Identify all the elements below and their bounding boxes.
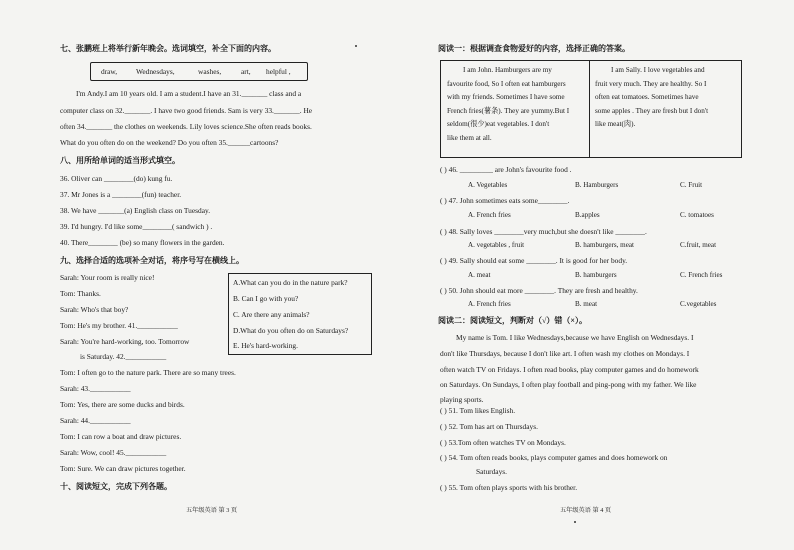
question-47: ( ) 47. John sometimes eats some________. [440, 196, 570, 205]
question-39: 39. I'd hungry. I'd like some________( sandwich ) . [60, 222, 213, 231]
question-46: ( ) 46. _________ are John's favourite food . [440, 165, 572, 174]
word-bank [90, 62, 308, 81]
dialogue-line: Tom: I can row a boat and draw pictures. [60, 432, 182, 441]
option-a: A.What can you do in the nature park? [233, 278, 348, 287]
option: C. Fruit [680, 181, 703, 189]
question-38: 38. We have _______(a) English class on Tuesday. [60, 206, 211, 215]
word-bank-item: Wednesdays, [136, 67, 175, 76]
john-line: seldom(很少)eat vegetables. I don't [447, 120, 550, 129]
option: B. meat [575, 300, 598, 308]
question-48: ( ) 48. Sally loves ________very much,but she doesn't like ________. [440, 227, 647, 236]
question-49: ( ) 49. Sally should eat some ________. It is good for her body. [440, 256, 628, 265]
passage-line: playing sports. [440, 395, 484, 404]
question-52: ( ) 52. Tom has art on Thursdays. [440, 422, 538, 431]
john-text [447, 64, 587, 146]
dialogue-line: Sarah: You're hard-working, too. Tomorrow [60, 337, 190, 346]
word-bank-item: washes, [198, 67, 222, 76]
option: B. hamburgers, meat [575, 241, 634, 249]
question-55: ( ) 55. Tom often plays sports with his brother. [440, 483, 578, 492]
option: C.fruit, meat [680, 241, 717, 249]
dialogue-line: Tom: Yes, there are some ducks and birds. [60, 400, 185, 409]
question-53: ( ) 53.Tom often watches TV on Mondays. [440, 438, 566, 447]
option: C. tomatoes [680, 211, 714, 219]
dialogue-line: Tom: I often go to the nature park. There are so many trees. [60, 368, 236, 377]
page-footer-right: 五年级英语 第 4 页 [560, 507, 612, 514]
section7-title: 七、张鹏班上将举行新年晚会。选词填空，补全下面的内容。 [60, 44, 276, 53]
passage-line: often 34._______ the clothes on weekends. Lily loves science.She often reads books. [60, 122, 312, 131]
reading1-title: 阅读一：根据调查食物爱好的内容，选择正确的答案。 [438, 44, 630, 53]
option: B. Hamburgers [575, 181, 619, 189]
dialogue-line: Sarah: Your room is really nice! [60, 273, 155, 282]
word-bank-item: helpful , [266, 67, 291, 76]
question-37: 37. Mr Jones is a ________(fun) teacher. [60, 190, 182, 199]
dialogue-line: Sarah: Who's that boy? [60, 305, 129, 314]
table-divider [589, 61, 590, 157]
option: C.vegetables [680, 300, 717, 308]
survey-table [440, 60, 742, 158]
option: A. French fries [468, 300, 511, 308]
passage-line: I'm Andy.I am 10 years old. I am a student.I have an 31._______ class and a [76, 89, 302, 98]
question-54: ( ) 54. Tom often reads books, plays computer games and does homework on [440, 453, 668, 462]
passage-line: don't like Thursdays, because I don't like art. I often wash my clothes on Mondays. I [440, 349, 690, 358]
john-line: like them at all. [447, 133, 492, 142]
word-bank-item: art, [241, 67, 251, 76]
sally-line: fruit very much. They are healthy. So I [595, 79, 707, 88]
john-line: with my friends. Sometimes I have some [447, 93, 565, 102]
option-e: E. He's hard-working. [233, 341, 298, 350]
option: A. French fries [468, 211, 511, 219]
sally-line: often eat tomatoes. Sometimes have [595, 93, 699, 102]
question-36: 36. Oliver can ________(do) kung fu. [60, 174, 173, 183]
dialogue-line: Tom: Thanks. [60, 289, 101, 298]
option: A. meat [468, 271, 491, 279]
section10-title: 十、阅读短文，完成下列各题。 [60, 482, 172, 491]
option-c: C. Are there any animals? [233, 310, 310, 319]
dialogue-line: Sarah: 43.___________ [60, 384, 131, 393]
option-d: D.What do you often do on Saturdays? [233, 326, 349, 335]
option: B. hamburgers [575, 271, 617, 279]
sally-text [595, 64, 737, 132]
question-54-cont: Saturdays. [476, 467, 507, 476]
dialogue-line: Sarah: 44.___________ [60, 416, 131, 425]
option: A. Vegetables [468, 181, 508, 189]
passage-line: What do you often do on the weekend? Do you often 35.______cartoons? [60, 138, 279, 147]
john-line: favourite food, So I often eat hamburgers [447, 79, 566, 88]
section9-title: 九、选择合适的选项补全对话，将序号写在横线上。 [60, 256, 244, 265]
option: C. French fries [680, 271, 723, 279]
page-footer-left: 五年级英语 第 3 页 [186, 507, 238, 514]
passage-line: My name is Tom. I like Wednesdays,because we have English on Wednesdays. I [456, 333, 694, 342]
sally-line: like meat(肉). [595, 120, 636, 129]
question-50: ( ) 50. John should eat more ________. They are fresh and healthy. [440, 286, 638, 295]
passage-line: on Saturdays. On Sundays, I often play football and ping-pong with my father. We like [440, 380, 697, 389]
scan-dot [355, 45, 357, 47]
passage-line: often watch TV on Fridays. I often read books, play computer games and do homework [440, 365, 699, 374]
options-box [228, 273, 372, 355]
john-line: French fries(薯条). They are yummy.But I [447, 106, 570, 115]
sally-line: I am Sally. I love vegetables and [611, 66, 705, 74]
reading2-title: 阅读二：阅读短文，判断对（√）错（×）。 [438, 316, 587, 325]
dialogue-line: Tom: He's my brother. 41.___________ [60, 321, 178, 330]
dialogue-line: Sarah: Wow, cool! 45.___________ [60, 448, 167, 457]
john-line: I am John. Hamburgers are my [463, 66, 552, 74]
option-b: B. Can I go with you? [233, 294, 299, 303]
question-40: 40. There________ (be) so many flowers in the garden. [60, 238, 225, 247]
passage-line: computer class on 32._______. I have two good friends. Sam is very 33._______. He [60, 106, 313, 115]
scan-dot [574, 521, 576, 523]
dialogue-line: Tom: Sure. We can draw pictures together. [60, 464, 186, 473]
section8-title: 八、用所给单词的适当形式填空。 [60, 156, 180, 165]
dialogue-line: is Saturday. 42.___________ [80, 352, 167, 361]
option: A. vegetables , fruit [468, 241, 525, 249]
word-bank-item: draw, [101, 67, 118, 76]
option: B.apples [575, 211, 600, 219]
sally-line: some apples . They are fresh but I don't [595, 106, 709, 115]
question-51: ( ) 51. Tom likes English. [440, 406, 516, 415]
